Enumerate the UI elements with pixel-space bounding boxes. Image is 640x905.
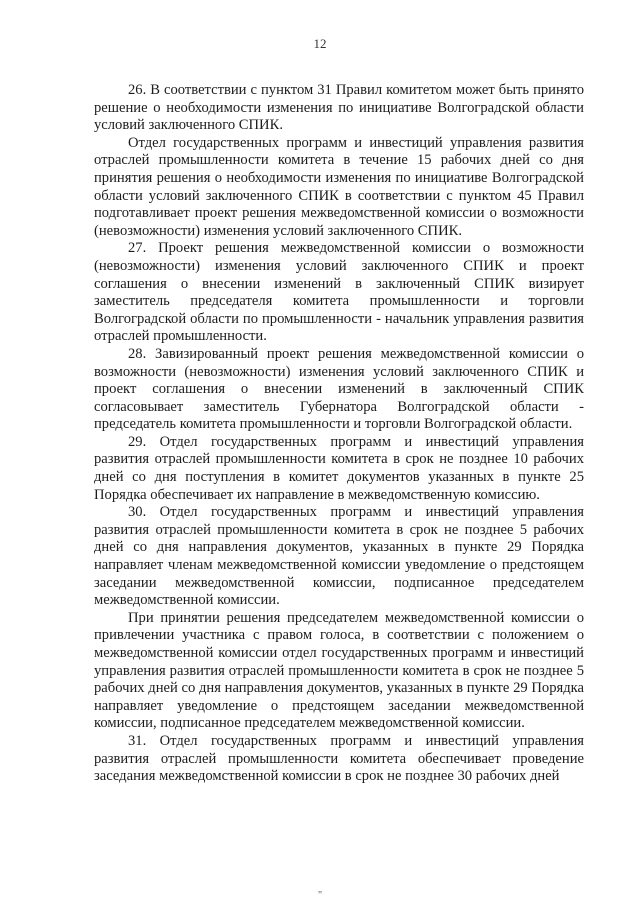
paragraph-30-continued: При принятии решения председателем межведомственной комиссии о привлечении участника с правом голоса, в соответствии с положением о межведомственной комиссии отдел государственных программ и инвестиций управления развития отраслей промышленности комитета в срок не позднее 5 рабочих дней со дня направления документов, указанных в пункте 29 Порядка направляет уведомление о предстоящем заседании межведомственной комиссии, подписанное председателем межведомственной комиссии. [94, 609, 584, 732]
paragraph-30: 30. Отдел государственных программ и инвестиций управления развития отраслей промышленности комитета в срок не позднее 5 рабочих дней со дня направления документов, указанных в пункте 29 Порядка направляет членам межведомственной комиссии уведомление о предстоящем заседании межведомственной комиссии, подписанное председателем межведомственной комиссии. [94, 504, 584, 609]
paragraph-31: 31. Отдел государственных программ и инвестиций управления развития отраслей промышленности комитета обеспечивает проведение заседания межведомственной комиссии в срок не позднее 30 рабочих дней [94, 732, 584, 785]
page-number: 12 [313, 36, 327, 51]
paragraph-26: 26. В соответствии с пунктом 31 Правил комитетом может быть принято решение о необходимости изменения по инициативе Волгоградской области условий заключенного СПИК. [94, 82, 584, 134]
paragraph-28: 28. Завизированный проект решения межведомственной комиссии о возможности (невозможности) изменения условий заключенного СПИК и проект соглашения о внесении изменений в заключенный СПИК согласовывает заместитель Губернатора Волгоградской области - председатель комитета промышленности и торговли Волгоградской области. [94, 345, 584, 433]
document-body [94, 82, 584, 786]
paragraph-26-continued: Отдел государственных программ и инвестиций управления развития отраслей промышленности комитета в течение 15 рабочих дней со дня принятия решения о необходимости изменения по инициативе Волгоградской области условий заключенного СПИК в соответствии с пунктом 45 Правил подготавливает проект решения межведомственной комиссии о возможности (невозможности) изменения условий заключенного СПИК. [94, 134, 584, 239]
paragraph-27: 27. Проект решения межведомственной комиссии о возможности (невозможности) изменения условий заключенного СПИК и проект соглашения о внесении изменений в заключенный СПИК визирует заместитель председателя комитета промышленности и торговли Волгоградской области по промышленности - начальник управления развития отраслей промышленности. [94, 240, 584, 345]
footer-mark: " [317, 890, 323, 901]
paragraph-29: 29. Отдел государственных программ и инвестиций управления развития отраслей промышленности комитета в срок не позднее 10 рабочих дней со дня поступления в комитет документов указанных в пункте 25 Порядка обеспечивает их направление в межведомственную комиссию. [94, 433, 584, 503]
